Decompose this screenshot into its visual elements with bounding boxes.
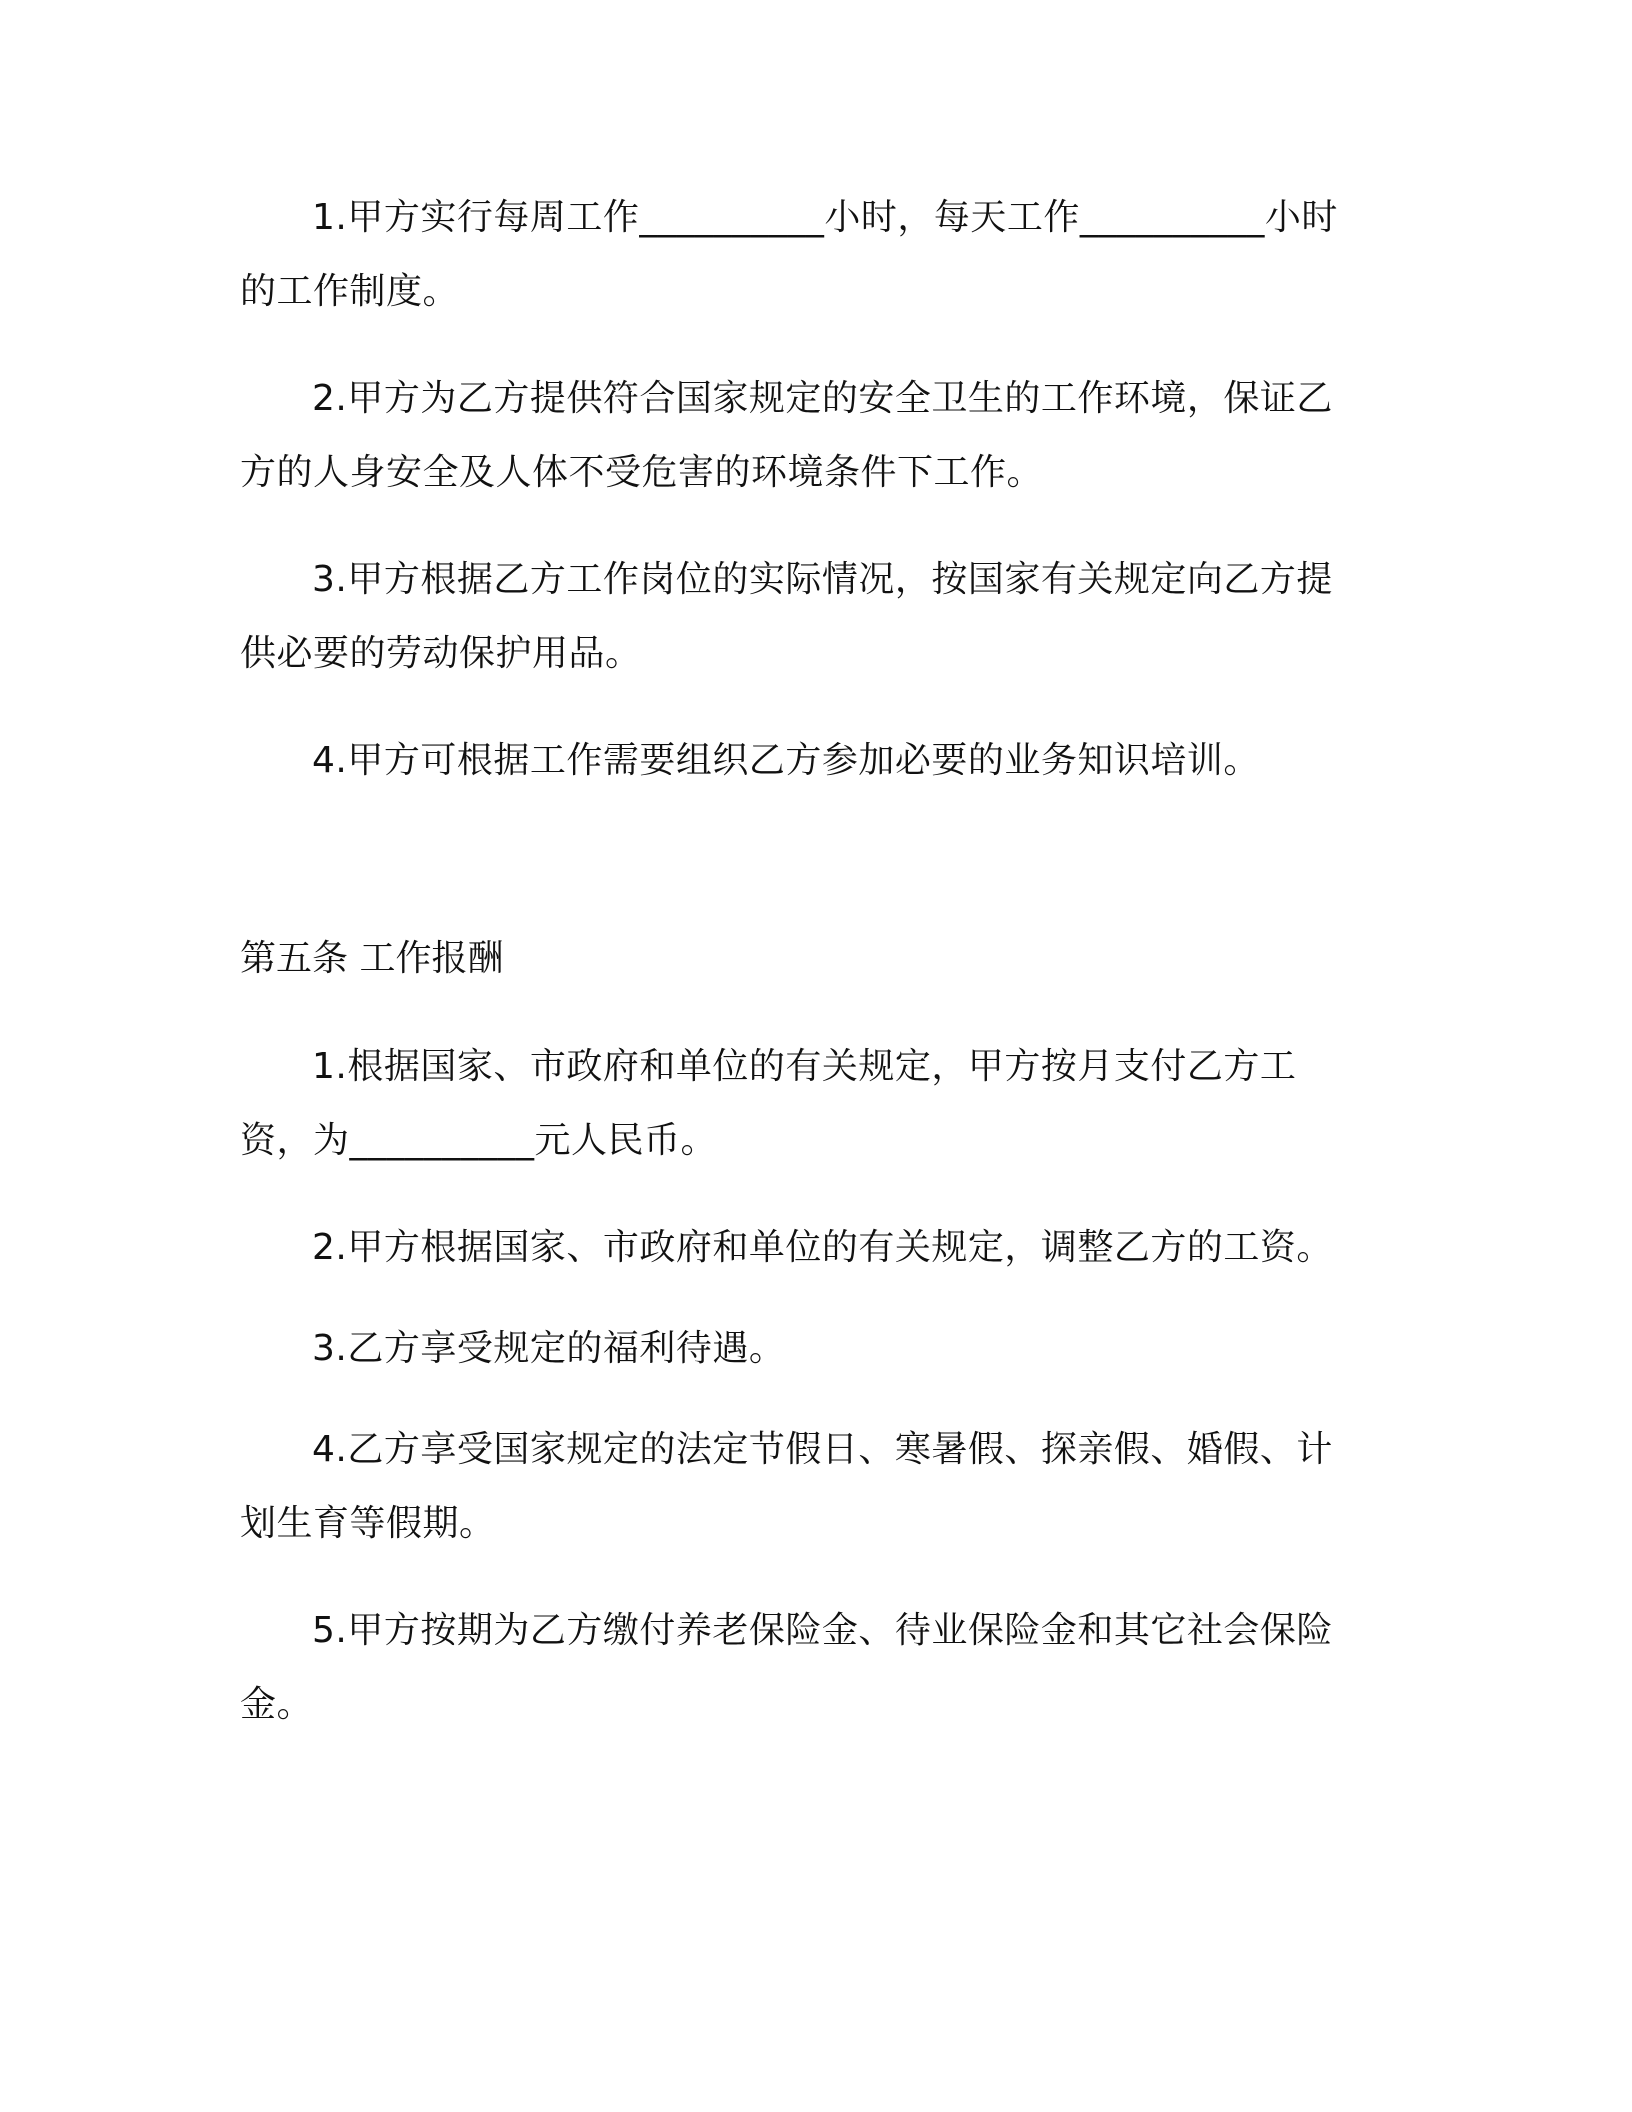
clause-paragraph-holidays: 4.乙方享受国家规定的法定节假日、寒暑假、探亲假、婚假、计划生育等假期。: [240, 1429, 1333, 1544]
clause-paragraph-working-hours: 1.甲方实行每周工作__________小时，每天工作__________小时的工作制度。: [240, 197, 1338, 312]
section-heading: 第五条 工作报酬: [240, 938, 504, 979]
clause-paragraph-training: 4.甲方可根据工作需要组织乙方参加必要的业务知识培训。: [312, 740, 1260, 781]
clause-paragraph-insurance: 5.甲方按期为乙方缴付养老保险金、待业保险金和其它社会保险金。: [240, 1610, 1333, 1725]
clause-paragraph-welfare: 3.乙方享受规定的福利待遇。: [312, 1328, 786, 1369]
clause-paragraph-protective-equipment: 3.甲方根据乙方工作岗位的实际情况，按国家有关规定向乙方提供必要的劳动保护用品。: [240, 559, 1333, 674]
clause-paragraph-salary-adjustment: 2.甲方根据国家、市政府和单位的有关规定，调整乙方的工资。: [312, 1227, 1333, 1268]
clause-paragraph-safety-environment: 2.甲方为乙方提供符合国家规定的安全卫生的工作环境，保证乙方的人身安全及人体不受危害的环境条件下工作。: [240, 378, 1333, 493]
clause-paragraph-monthly-salary: 1.根据国家、市政府和单位的有关规定，甲方按月支付乙方工资，为__________元人民币。: [240, 1046, 1297, 1161]
